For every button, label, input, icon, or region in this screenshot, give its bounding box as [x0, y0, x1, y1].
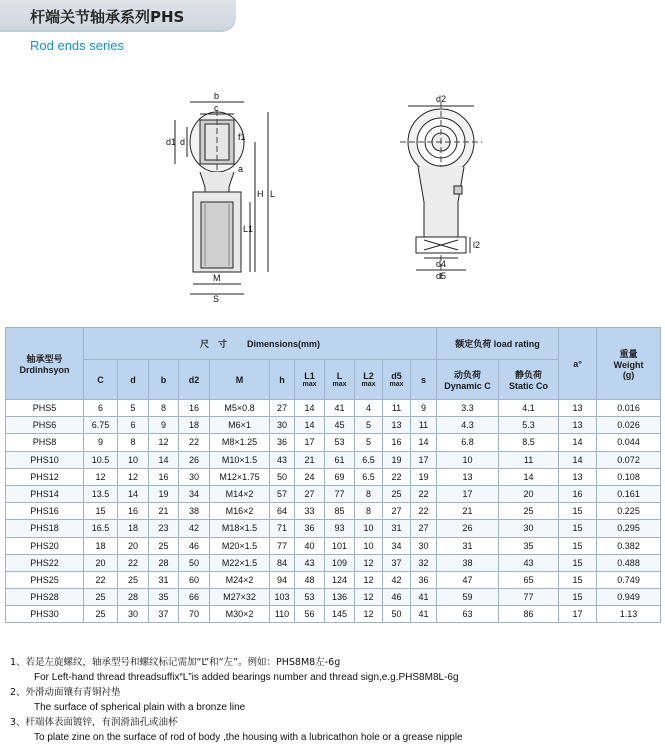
- table-cell: 16: [149, 468, 179, 485]
- table-cell: 43: [270, 451, 295, 468]
- table-cell: 0.026: [597, 417, 661, 434]
- table-row: [6, 434, 661, 451]
- table-row: [6, 606, 661, 623]
- static-load-header: 静负荷 Static Co: [499, 360, 559, 400]
- table-cell: 21: [149, 503, 179, 520]
- table-cell: M24×2: [210, 571, 270, 588]
- table-cell: 35: [149, 589, 179, 606]
- table-cell: 10: [118, 451, 149, 468]
- label-d5: d5: [436, 271, 447, 281]
- spec-table-body: [6, 400, 661, 623]
- table-row: [6, 451, 661, 468]
- table-cell: 41: [325, 400, 355, 417]
- table-row: [6, 571, 661, 588]
- table-cell: 19: [411, 468, 437, 485]
- note-cn: 1、若是左旋螺纹，轴承型号和螺纹标记需加“L”和“左”。例如：PHS8M8左-6g: [10, 657, 341, 668]
- table-cell: 12: [355, 589, 383, 606]
- table-cell: 25: [84, 606, 118, 623]
- dynamic-load-header: 动负荷 Dynamic C: [437, 360, 499, 400]
- dimensions-header-en: Dimensions(mm): [247, 339, 321, 349]
- table-cell: 13: [383, 417, 411, 434]
- model-cell: PHS8: [6, 434, 84, 451]
- table-cell: 27: [270, 400, 295, 417]
- table-row: [6, 537, 661, 554]
- model-cell: PHS16: [6, 503, 84, 520]
- table-cell: 14: [118, 485, 149, 502]
- table-cell: 69: [325, 468, 355, 485]
- note-en: To plate zine on the surface of rod of body ,the housing with a lubricathon hole or a grease nipple: [34, 732, 463, 743]
- table-cell: M27×32: [210, 589, 270, 606]
- label-d: d: [180, 137, 186, 147]
- table-cell: 10: [355, 520, 383, 537]
- table-row: [6, 485, 661, 502]
- table-cell: 71: [270, 520, 295, 537]
- table-cell: 11: [499, 451, 559, 468]
- model-header-en: Drdinhsyon: [19, 365, 70, 375]
- table-cell: M18×1.5: [210, 520, 270, 537]
- table-cell: 9: [149, 417, 179, 434]
- table-cell: 25: [499, 503, 559, 520]
- table-cell: 17: [411, 451, 437, 468]
- spec-table: [5, 327, 661, 623]
- table-cell: 42: [383, 571, 411, 588]
- table-cell: 64: [270, 503, 295, 520]
- table-cell: 15: [559, 503, 597, 520]
- table-cell: 14: [559, 434, 597, 451]
- table-cell: 42: [179, 520, 210, 537]
- table-row: [6, 554, 661, 571]
- table-cell: 27: [411, 520, 437, 537]
- table-cell: 27: [383, 503, 411, 520]
- angle-header: a°: [559, 328, 597, 400]
- col-header: L2 max: [355, 360, 383, 400]
- label-a: a: [238, 164, 244, 174]
- label-L: L: [270, 189, 276, 199]
- table-cell: 10: [355, 537, 383, 554]
- table-cell: 12: [149, 434, 179, 451]
- table-cell: 84: [270, 554, 295, 571]
- table-cell: M8×1.25: [210, 434, 270, 451]
- side-view-drawing: [166, 91, 275, 302]
- table-cell: 61: [325, 451, 355, 468]
- table-cell: 22: [84, 571, 118, 588]
- table-cell: 0.949: [597, 589, 661, 606]
- table-cell: 5: [355, 417, 383, 434]
- table-cell: 18: [84, 537, 118, 554]
- model-cell: PHS14: [6, 485, 84, 502]
- table-cell: 22: [411, 485, 437, 502]
- rod-end-drawings: [0, 72, 665, 302]
- table-cell: 124: [325, 571, 355, 588]
- table-cell: M5×0.8: [210, 400, 270, 417]
- table-cell: 66: [179, 589, 210, 606]
- table-cell: 109: [325, 554, 355, 571]
- table-cell: M22×1.5: [210, 554, 270, 571]
- table-cell: 18: [179, 417, 210, 434]
- table-cell: 31: [149, 571, 179, 588]
- table-cell: 22: [118, 554, 149, 571]
- table-cell: 0.161: [597, 485, 661, 502]
- table-cell: 70: [179, 606, 210, 623]
- table-cell: 8.5: [499, 434, 559, 451]
- table-cell: 19: [149, 485, 179, 502]
- table-cell: 19: [383, 451, 411, 468]
- weight-header-cn: 重量: [619, 349, 638, 359]
- table-cell: 38: [437, 554, 499, 571]
- weight-header-en: Weight: [613, 360, 644, 370]
- table-cell: 16: [559, 485, 597, 502]
- table-cell: 85: [325, 503, 355, 520]
- table-cell: 5: [355, 434, 383, 451]
- note-cn: 3、杆端体表面镀锌，有润滑油孔或油杯: [10, 717, 178, 728]
- table-cell: M12×1.75: [210, 468, 270, 485]
- table-cell: 94: [270, 571, 295, 588]
- table-row: [6, 417, 661, 434]
- label-H: H: [257, 189, 264, 199]
- table-cell: 15: [559, 589, 597, 606]
- table-cell: 56: [295, 606, 325, 623]
- note-cn: 2、外滑动面镶有青铜衬垫: [10, 687, 121, 698]
- table-cell: 14: [149, 451, 179, 468]
- table-cell: 30: [179, 468, 210, 485]
- table-row: [6, 589, 661, 606]
- table-cell: 0.225: [597, 503, 661, 520]
- table-cell: 14: [559, 451, 597, 468]
- model-cell: PHS6: [6, 417, 84, 434]
- table-cell: 31: [437, 537, 499, 554]
- table-cell: 33: [295, 503, 325, 520]
- table-cell: M16×2: [210, 503, 270, 520]
- table-cell: 77: [499, 589, 559, 606]
- table-cell: 93: [325, 520, 355, 537]
- table-cell: 12: [355, 554, 383, 571]
- label-d1: d1: [166, 137, 177, 147]
- table-cell: 4: [355, 400, 383, 417]
- table-cell: 22: [383, 468, 411, 485]
- table-cell: 50: [179, 554, 210, 571]
- table-cell: 27: [295, 485, 325, 502]
- table-cell: 21: [437, 503, 499, 520]
- label-d4: d4: [436, 259, 447, 269]
- table-cell: 46: [383, 589, 411, 606]
- load-rating-header: 额定负荷 load rating: [437, 328, 559, 360]
- table-cell: 10: [437, 451, 499, 468]
- label-d2: d2: [436, 94, 447, 104]
- table-cell: 15: [559, 520, 597, 537]
- dimensions-header-cn: 尺 寸: [200, 339, 228, 349]
- table-cell: 37: [383, 554, 411, 571]
- note-en: For Left-hand thread threadsuffix“L”is added bearings number and thread sign,e.g.PHS8M8L-6g: [34, 672, 459, 683]
- label-c: c: [214, 103, 219, 113]
- table-cell: 53: [295, 589, 325, 606]
- table-cell: 8: [355, 485, 383, 502]
- table-cell: 63: [437, 606, 499, 623]
- table-cell: 6.8: [437, 434, 499, 451]
- table-cell: 60: [179, 571, 210, 588]
- table-cell: 23: [149, 520, 179, 537]
- weight-header: [597, 328, 661, 400]
- table-cell: 47: [437, 571, 499, 588]
- table-cell: 1.13: [597, 606, 661, 623]
- model-header-cn: 轴承型号: [26, 354, 63, 364]
- weight-header-unit: (g): [622, 370, 635, 380]
- col-header: d: [118, 360, 149, 400]
- table-cell: 101: [325, 537, 355, 554]
- table-cell: 41: [411, 606, 437, 623]
- table-cell: 4.1: [499, 400, 559, 417]
- table-cell: 36: [411, 571, 437, 588]
- table-cell: 50: [270, 468, 295, 485]
- table-cell: 48: [295, 571, 325, 588]
- table-cell: 30: [270, 417, 295, 434]
- table-cell: 43: [499, 554, 559, 571]
- col-header: C: [84, 360, 118, 400]
- table-row: [6, 503, 661, 520]
- table-cell: 6: [84, 400, 118, 417]
- col-header: b: [149, 360, 179, 400]
- table-row: [6, 520, 661, 537]
- table-cell: 0.295: [597, 520, 661, 537]
- table-cell: 25: [84, 589, 118, 606]
- table-cell: 30: [118, 606, 149, 623]
- label-b: b: [214, 91, 220, 101]
- table-cell: 6.5: [355, 468, 383, 485]
- table-cell: M14×2: [210, 485, 270, 502]
- col-header: M: [210, 360, 270, 400]
- model-cell: PHS30: [6, 606, 84, 623]
- table-cell: M6×1: [210, 417, 270, 434]
- table-cell: 0.382: [597, 537, 661, 554]
- table-cell: 22: [179, 434, 210, 451]
- table-cell: 5: [118, 400, 149, 417]
- col-header: s: [411, 360, 437, 400]
- table-cell: 13.5: [84, 485, 118, 502]
- note-en: The surface of spherical plain with a bronze line: [34, 702, 246, 713]
- table-cell: 11: [383, 400, 411, 417]
- table-cell: M20×1.5: [210, 537, 270, 554]
- col-header: d2: [179, 360, 210, 400]
- table-cell: 14: [295, 417, 325, 434]
- table-cell: 22: [411, 503, 437, 520]
- label-M: M: [213, 273, 221, 283]
- table-cell: 31: [383, 520, 411, 537]
- table-cell: 13: [437, 468, 499, 485]
- table-cell: 36: [270, 434, 295, 451]
- table-cell: 8: [355, 503, 383, 520]
- table-cell: 3.3: [437, 400, 499, 417]
- table-cell: 53: [325, 434, 355, 451]
- table-cell: 15: [559, 554, 597, 571]
- table-cell: 28: [118, 589, 149, 606]
- table-cell: 110: [270, 606, 295, 623]
- table-cell: 17: [559, 606, 597, 623]
- table-cell: 30: [411, 537, 437, 554]
- table-cell: 5.3: [499, 417, 559, 434]
- table-cell: 36: [295, 520, 325, 537]
- table-cell: 21: [295, 451, 325, 468]
- table-cell: 16: [179, 400, 210, 417]
- table-cell: M10×1.5: [210, 451, 270, 468]
- table-cell: 0.072: [597, 451, 661, 468]
- table-cell: 34: [179, 485, 210, 502]
- table-cell: 25: [383, 485, 411, 502]
- table-cell: 28: [149, 554, 179, 571]
- table-cell: 77: [270, 537, 295, 554]
- table-cell: 8: [118, 434, 149, 451]
- table-cell: 0.108: [597, 468, 661, 485]
- col-header: L max: [325, 360, 355, 400]
- model-cell: PHS18: [6, 520, 84, 537]
- table-cell: 32: [411, 554, 437, 571]
- col-header: d5 max: [383, 360, 411, 400]
- table-row: [6, 468, 661, 485]
- page-subtitle: Rod ends series: [30, 38, 124, 53]
- table-cell: 24: [295, 468, 325, 485]
- model-cell: PHS10: [6, 451, 84, 468]
- table-cell: 103: [270, 589, 295, 606]
- col-header: L1 max: [295, 360, 325, 400]
- table-cell: 40: [295, 537, 325, 554]
- table-cell: 59: [437, 589, 499, 606]
- table-cell: 16: [118, 503, 149, 520]
- title-banner: [0, 0, 236, 32]
- model-cell: PHS28: [6, 589, 84, 606]
- table-cell: 6: [118, 417, 149, 434]
- table-cell: 0.044: [597, 434, 661, 451]
- table-cell: 16: [383, 434, 411, 451]
- table-cell: 9: [411, 400, 437, 417]
- label-l2: l2: [473, 240, 481, 250]
- table-cell: 16.5: [84, 520, 118, 537]
- dimensions-header: [84, 328, 437, 360]
- front-view-drawing: [400, 94, 482, 281]
- table-cell: 17: [295, 434, 325, 451]
- table-cell: 12: [84, 468, 118, 485]
- label-L1: L1: [243, 224, 254, 234]
- table-cell: 12: [355, 571, 383, 588]
- table-cell: 35: [499, 537, 559, 554]
- table-cell: 57: [270, 485, 295, 502]
- table-cell: 15: [559, 537, 597, 554]
- table-cell: 86: [499, 606, 559, 623]
- table-cell: 6.5: [355, 451, 383, 468]
- label-S: S: [213, 294, 220, 302]
- table-cell: 20: [499, 485, 559, 502]
- table-cell: 26: [179, 451, 210, 468]
- table-cell: 30: [499, 520, 559, 537]
- table-cell: 4.3: [437, 417, 499, 434]
- table-cell: 13: [559, 417, 597, 434]
- table-cell: 34: [383, 537, 411, 554]
- model-cell: PHS25: [6, 571, 84, 588]
- table-cell: 13: [559, 468, 597, 485]
- table-cell: 15: [559, 571, 597, 588]
- table-cell: 50: [383, 606, 411, 623]
- table-cell: 38: [179, 503, 210, 520]
- table-cell: 46: [179, 537, 210, 554]
- table-cell: 14: [499, 468, 559, 485]
- table-cell: 65: [499, 571, 559, 588]
- table-cell: 0.016: [597, 400, 661, 417]
- model-cell: PHS20: [6, 537, 84, 554]
- model-cell: PHS12: [6, 468, 84, 485]
- table-cell: 77: [325, 485, 355, 502]
- table-cell: 0.488: [597, 554, 661, 571]
- table-cell: 14: [411, 434, 437, 451]
- table-cell: 136: [325, 589, 355, 606]
- table-cell: 14: [295, 400, 325, 417]
- model-cell: PHS5: [6, 400, 84, 417]
- table-cell: 20: [84, 554, 118, 571]
- table-cell: 10.5: [84, 451, 118, 468]
- table-cell: 8: [149, 400, 179, 417]
- table-cell: 13: [559, 400, 597, 417]
- model-cell: PHS22: [6, 554, 84, 571]
- notes-section: [10, 655, 660, 745]
- table-cell: 25: [149, 537, 179, 554]
- table-cell: 45: [325, 417, 355, 434]
- page-title: 杆端关节轴承系列PHS: [30, 8, 185, 26]
- table-cell: 18: [118, 520, 149, 537]
- table-cell: 17: [437, 485, 499, 502]
- model-header: [6, 328, 84, 400]
- label-f1: f1: [238, 132, 246, 142]
- table-cell: 41: [411, 589, 437, 606]
- table-cell: 37: [149, 606, 179, 623]
- table-cell: 12: [118, 468, 149, 485]
- table-cell: 25: [118, 571, 149, 588]
- table-cell: M30×2: [210, 606, 270, 623]
- table-cell: 6.75: [84, 417, 118, 434]
- table-cell: 12: [355, 606, 383, 623]
- table-cell: 26: [437, 520, 499, 537]
- col-header: h: [270, 360, 295, 400]
- table-cell: 11: [411, 417, 437, 434]
- table-cell: 145: [325, 606, 355, 623]
- table-cell: 20: [118, 537, 149, 554]
- table-row: [6, 400, 661, 417]
- table-cell: 0.749: [597, 571, 661, 588]
- table-cell: 9: [84, 434, 118, 451]
- table-cell: 43: [295, 554, 325, 571]
- table-cell: 15: [84, 503, 118, 520]
